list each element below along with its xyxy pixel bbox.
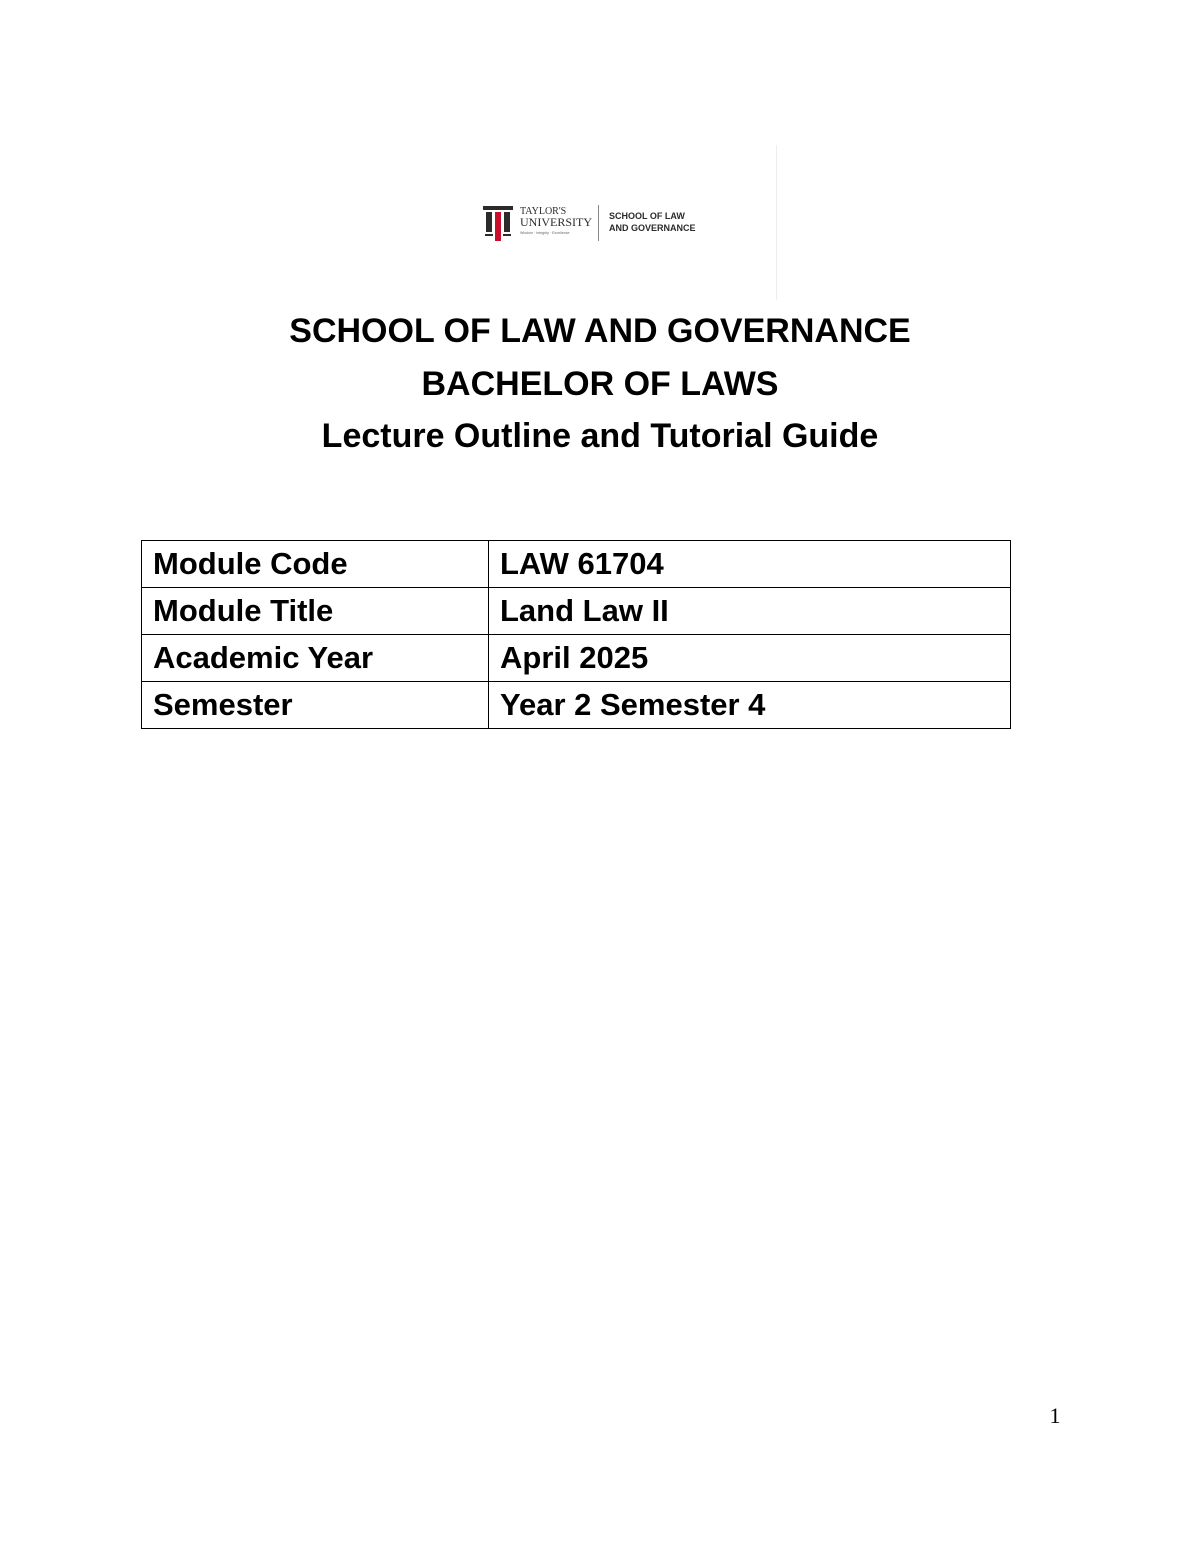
logo-university-line2: UNIVERSITY: [520, 215, 592, 229]
university-emblem-icon: [483, 206, 513, 241]
programme-heading: BACHELOR OF LAWS: [421, 365, 779, 403]
table-row: [142, 541, 1011, 588]
module-code-label: Module Code: [142, 541, 489, 588]
table-row: [142, 682, 1011, 729]
logo-school-line1: SCHOOL OF LAW: [609, 211, 685, 221]
module-title-label: Module Title: [142, 588, 489, 635]
logo-university-line1: TAYLOR'S: [520, 206, 567, 217]
school-heading: SCHOOL OF LAW AND GOVERNANCE: [289, 312, 911, 350]
taylors-university-logo: [482, 203, 732, 245]
logo-tagline: Wisdom · Integrity · Excellence: [520, 231, 570, 235]
module-title-value: Land Law II: [489, 588, 1011, 635]
semester-value: Year 2 Semester 4: [489, 682, 1011, 729]
semester-label: Semester: [142, 682, 489, 729]
table-row: [142, 588, 1011, 635]
table-row: [142, 635, 1011, 682]
module-info-table: [141, 540, 1011, 729]
logo-school-line2: AND GOVERNANCE: [609, 223, 696, 233]
academic-year-label: Academic Year: [142, 635, 489, 682]
document-type-heading: Lecture Outline and Tutorial Guide: [321, 417, 879, 455]
module-code-value: LAW 61704: [489, 541, 1011, 588]
academic-year-value: April 2025: [489, 635, 1011, 682]
logo-divider: [598, 205, 599, 241]
logo-frame-edge: [776, 145, 777, 300]
page-number: 1: [1049, 1403, 1061, 1428]
